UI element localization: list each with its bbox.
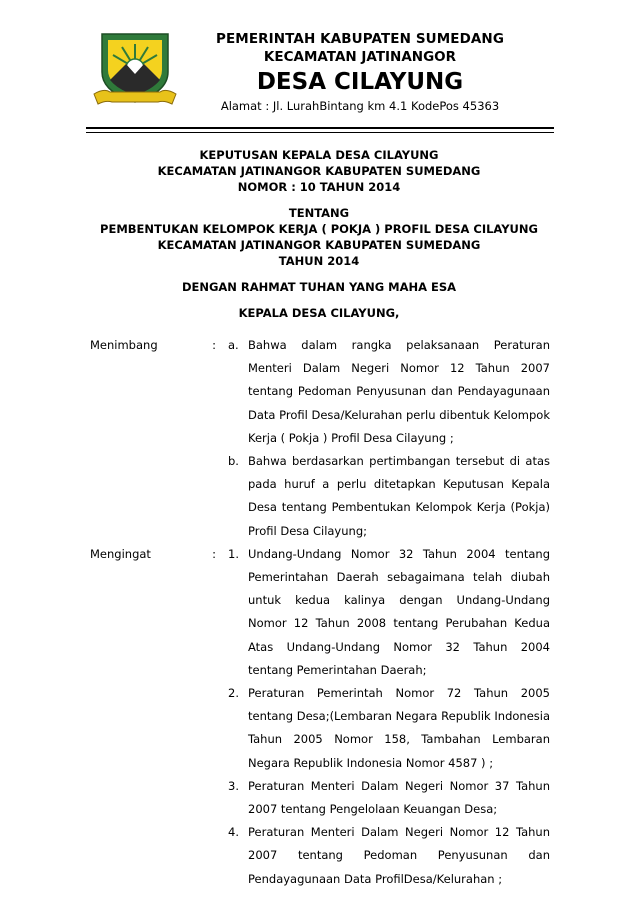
item-text: Peraturan Menteri Dalam Negeri Nomor 37 Tahun 2007 tentang Pengelolaan Keuangan Desa; bbox=[248, 778, 550, 817]
item-marker: 2. bbox=[228, 686, 239, 701]
item-marker: 3. bbox=[228, 778, 239, 793]
subject-line2: KECAMATAN JATINANGOR KABUPATEN SUMEDANG bbox=[157, 238, 481, 252]
decree-number: NOMOR : 10 TAHUN 2014 bbox=[237, 180, 401, 194]
item-text: Undang-Undang Nomor 32 Tahun 2004 tentang Pemerintahan Daerah sebagaimana telah diubah untuk kedua kalinya dengan Undang-Undang Nomor 12 Tahun 2008 tentang Perubahan Kedua Atas Undang-Undang Nomor 32 Tahun 2004 tentang Pemerintahan Daerah; bbox=[248, 546, 550, 677]
letterhead bbox=[0, 0, 638, 140]
address: Alamat : Jl. LurahBintang km 4.1 KodePos 45363 bbox=[220, 99, 500, 113]
considering-colon: : bbox=[212, 338, 216, 352]
considering-item-a bbox=[228, 334, 550, 450]
item-marker: b. bbox=[228, 454, 239, 469]
item-marker: a. bbox=[228, 338, 239, 352]
recalling-item-2 bbox=[228, 682, 550, 775]
subject-line3: TAHUN 2014 bbox=[278, 254, 360, 268]
recalling-label: Mengingat bbox=[90, 546, 151, 561]
about-heading: TENTANG bbox=[288, 206, 350, 220]
invocation: DENGAN RAHMAT TUHAN YANG MAHA ESA bbox=[181, 280, 457, 294]
letterhead-rule-thin bbox=[86, 132, 554, 133]
item-text: Bahwa berdasarkan pertimbangan tersebut di atas pada huruf a perlu ditetapkan Keputusan Kepala Desa tentang Pembentukan Kelompok Kerja (Pokja) Profil Desa Cilayung; bbox=[248, 454, 550, 538]
recalling-items bbox=[228, 543, 550, 891]
item-marker: 4. bbox=[228, 825, 239, 840]
regency-logo bbox=[92, 28, 178, 110]
subject-line1: PEMBENTUKAN KELOMPOK KERJA ( POKJA ) PROFIL DESA CILAYUNG bbox=[100, 222, 538, 236]
considering-section bbox=[90, 334, 550, 543]
government-name: PEMERINTAH KABUPATEN SUMEDANG bbox=[215, 31, 504, 47]
considering-items bbox=[228, 334, 550, 543]
recalling-item-4 bbox=[228, 821, 550, 891]
considering-label: Menimbang bbox=[90, 338, 158, 352]
recalling-colon: : bbox=[212, 546, 216, 561]
considering-item-b bbox=[228, 450, 550, 543]
village-name: DESA CILAYUNG bbox=[256, 69, 464, 95]
item-marker: 1. bbox=[228, 546, 239, 561]
letterhead-text bbox=[190, 30, 530, 115]
recalling-item-3 bbox=[228, 775, 550, 821]
decree-title-line2: KECAMATAN JATINANGOR KABUPATEN SUMEDANG bbox=[157, 164, 481, 178]
letterhead-rule-thick bbox=[86, 127, 554, 129]
item-text: Bahwa dalam rangka pelaksanaan Peraturan Menteri Dalam Negeri Nomor 12 Tahun 2007 tentang Pedoman Penyusunan dan Pendayagunaan Data Profil Desa/Kelurahan perlu dibentuk Kelompok Kerja ( Pokja ) Profil Desa Cilayung ; bbox=[248, 338, 550, 445]
decree-body bbox=[90, 334, 550, 891]
item-text: Peraturan Pemerintah Nomor 72 Tahun 2005 tentang Desa;(Lembaran Negara Republik Indonesia Tahun 2005 Nomor 158, Tambahan Lembaran Negara Republik Indonesia Nomor 4587 ) ; bbox=[248, 686, 550, 770]
recalling-item-1 bbox=[228, 543, 550, 682]
recalling-section bbox=[90, 543, 550, 891]
issuer: KEPALA DESA CILAYUNG, bbox=[238, 306, 400, 320]
decree-title: KEPUTUSAN KEPALA DESA CILAYUNG bbox=[199, 148, 439, 162]
district-name: KECAMATAN JATINANGOR bbox=[263, 49, 457, 65]
item-text: Peraturan Menteri Dalam Negeri Nomor 12 Tahun 2007 tentang Pedoman Penyusunan dan Pendayagunaan Data ProfilDesa/Kelurahan ; bbox=[248, 825, 550, 886]
